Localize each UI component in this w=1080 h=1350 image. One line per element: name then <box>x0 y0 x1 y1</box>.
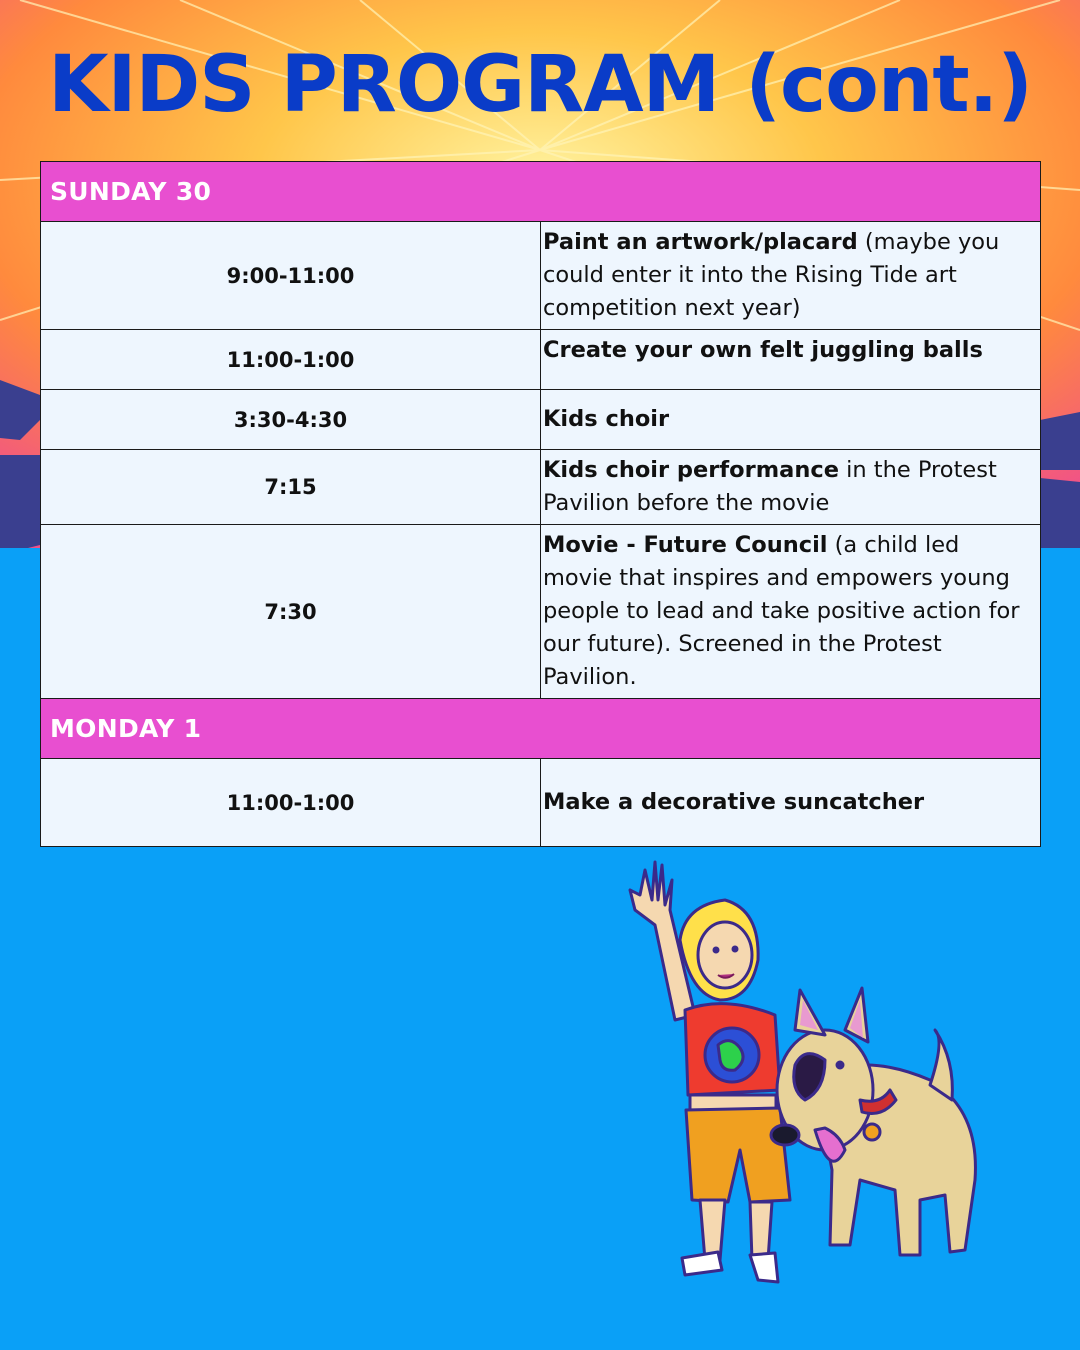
schedule-row <box>41 759 1041 847</box>
page-title: KIDS PROGRAM (cont.) <box>48 40 1032 130</box>
activity-title: Make a decorative suncatcher <box>543 789 925 815</box>
time-cell: 7:30 <box>41 525 541 699</box>
activity-title: Kids choir <box>543 406 670 432</box>
schedule-row <box>41 390 1041 450</box>
activity-cell <box>541 525 1041 699</box>
activity-cell <box>541 759 1041 847</box>
day-header-row <box>41 699 1041 759</box>
activity-title: Kids choir performance <box>543 457 839 483</box>
time-cell: 7:15 <box>41 450 541 525</box>
activity-detail: (a child led movie that inspires and empowers young people to lead and take positive action for our future). Screened in the Protest Pavilion. <box>543 532 1020 690</box>
activity-title: Movie - Future Council <box>543 532 828 558</box>
activity-cell <box>541 222 1041 330</box>
activity-title: Create your own felt juggling balls <box>543 337 983 363</box>
schedule-row <box>41 450 1041 525</box>
activity-cell <box>541 390 1041 450</box>
child-figure <box>630 862 790 1282</box>
child-and-dog-illustration <box>600 850 1030 1300</box>
activity-cell <box>541 450 1041 525</box>
activity-detail: (maybe you could enter it into the Rising Tide art competition next year) <box>543 229 1000 321</box>
schedule-row <box>41 330 1041 390</box>
time-cell: 11:00-1:00 <box>41 330 541 390</box>
day-label: MONDAY 1 <box>41 699 1041 759</box>
schedule-row <box>41 525 1041 699</box>
activity-title: Paint an artwork/placard <box>543 229 858 255</box>
activity-detail: in the Protest Pavilion before the movie <box>543 457 997 516</box>
day-label: SUNDAY 30 <box>41 162 1041 222</box>
time-cell: 11:00-1:00 <box>41 759 541 847</box>
time-cell: 9:00-11:00 <box>41 222 541 330</box>
day-header-row <box>41 162 1041 222</box>
dog-figure <box>771 988 975 1255</box>
time-cell: 3:30-4:30 <box>41 390 541 450</box>
schedule-row <box>41 222 1041 330</box>
schedule-table <box>40 161 1041 847</box>
activity-cell <box>541 330 1041 390</box>
